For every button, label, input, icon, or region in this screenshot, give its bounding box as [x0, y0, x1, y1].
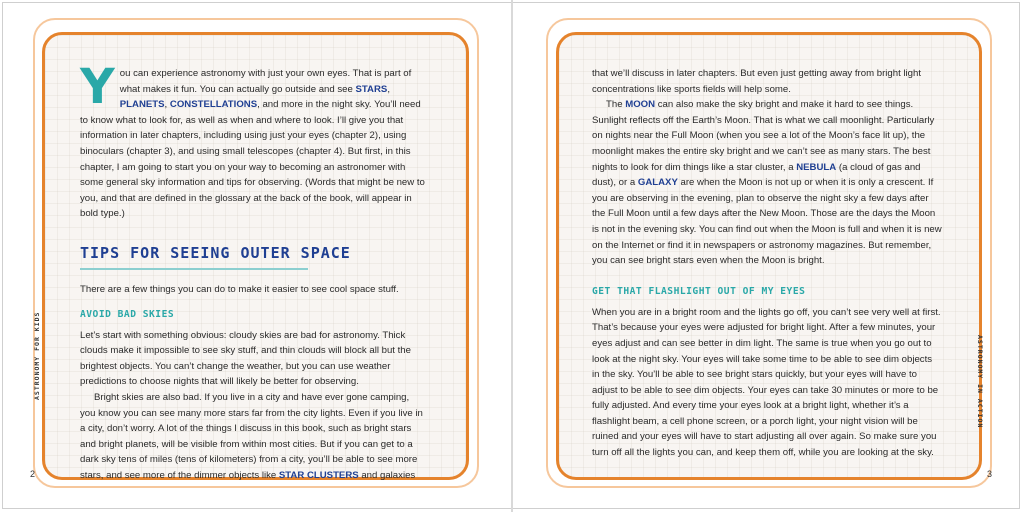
paragraph-flashlight: When you are in a bright room and the lights go off, you can’t see very well at first. That’s because your eyes were adjusted for bright light. After a few minutes, your eyes adjust and can see better in dim light. The same is true when you go out to look at the night sky. Your eyes will take some time to be able to see dim objects in the sky. You’ll be able to see bright stars quickly, but your eyes will have to adjust to be able to see dim objects. Your eyes can take 30 minutes or more to be fully adjusted. And every time your eyes look at a bright light, whether it’s a flashlight beam, a cell phone screen, or a porch light, your night vision will be ruined and your eyes will have to start adjusting all over again. So make sure you turn off all the lights you can, and keep them off, while you are looking at the sky. — [592, 306, 941, 459]
section-heading: TIPS FOR SEEING OUTER SPACE — [80, 243, 351, 262]
subheading-flashlight: GET THAT FLASHLIGHT OUT OF MY EYES — [592, 285, 806, 297]
keyword-galaxy: GALAXY — [637, 177, 678, 189]
book-gutter — [511, 0, 513, 512]
left-running-head: ASTRONOMY FOR KIDS — [33, 311, 41, 400]
left-page-number: 2 — [30, 469, 36, 479]
keyword-planets: PLANETS — [119, 99, 165, 111]
paragraph-bright-skies: Bright skies are also bad. If you live in a city and have ever gone camping, you know you can see many more stars far from the city lights. Even if you live in a city, don’t worry. A lot of the things I discuss in this book, such as bright stars and bright planets, will be visible from within most cities. But if you can get to a dark sky tens of miles (tens of kilometers) from a city, you’ll be able to see more stars, and see more of the dimmer objects like STAR CLUSTERS and galaxies — [80, 391, 423, 481]
subheading-avoid-bad-skies: AVOID BAD SKIES — [80, 308, 175, 320]
keyword-star-clusters: STAR CLUSTERS — [278, 469, 359, 481]
continued-paragraph: that we’ll discuss in later chapters. But even just getting away from bright light concentrations like sports fields will help some. — [592, 68, 922, 95]
paragraph-moon: The MOON can also make the sky bright and make it hard to see things. Sunlight reflects off the Earth’s Moon. That is what we call moonlight. Particularly on nights near the Full Moon (when you see a lot of the Moon’s face lit up), the moonlight makes the entire sky bright and we can’t see as many stars. The best nights to look for dim things like a star cluster, a NEBULA (a cloud of gas and dust), or a GALAXY are when the Moon is not up or when it is only a crescent. If you are observing in the evening, plan to observe the night sky a few days after the Full Moon until a few days after the New Moon. Those are the days the Moon is not in the evening sky. You can find out when the Moon is full and when it is new on the Internet or find it in newspapers or astronomy magazines. But remember, you can see bright stars even when the Moon is bright. — [592, 99, 942, 267]
keyword-constellations: CONSTELLATIONS — [169, 99, 258, 111]
left-page-content — [80, 59, 425, 483]
drop-cap: Y — [80, 59, 115, 115]
heading-underline — [80, 268, 308, 270]
keyword-stars: STARS — [355, 83, 388, 95]
right-running-head: ASTRONOMY IN ACTION — [976, 335, 984, 429]
right-page-content — [592, 66, 942, 461]
keyword-nebula: NEBULA — [796, 161, 837, 173]
paragraph-cloudy-skies: Let’s start with something obvious: cloudy skies are bad for astronomy. Thick clouds make it impossible to see sky stuff, and thin clouds will block all but the brightest objects. You can’t change the weather, but you can use weather predictions to choose nights that will likely be better for observing. — [80, 329, 411, 388]
section-intro: There are a few things you can do to make it easier to see cool space stuff. — [80, 283, 399, 295]
intro-paragraph: You can experience astronomy with just your own eyes. That is part of what makes it fun. You can actually go outside and see STARS, PLANETS, CONSTELLATIONS, and more in the night sky. You’ll need to know what to look for, as well as when and where to look. I’ll give you that information in later chapters, including using just your eyes (chapter 2), using binoculars (chapter 3), and using small telescopes (chapter 4). But first, in this chapter, I am going to start you on your way to becoming an astronomer with some general sky information and tips for observing. (Words that might be new to you, and that are defined in the glossary at the back of the book, will appear in bold type.) — [80, 59, 425, 220]
right-page-number: 3 — [987, 469, 993, 479]
keyword-moon: MOON — [625, 99, 656, 111]
